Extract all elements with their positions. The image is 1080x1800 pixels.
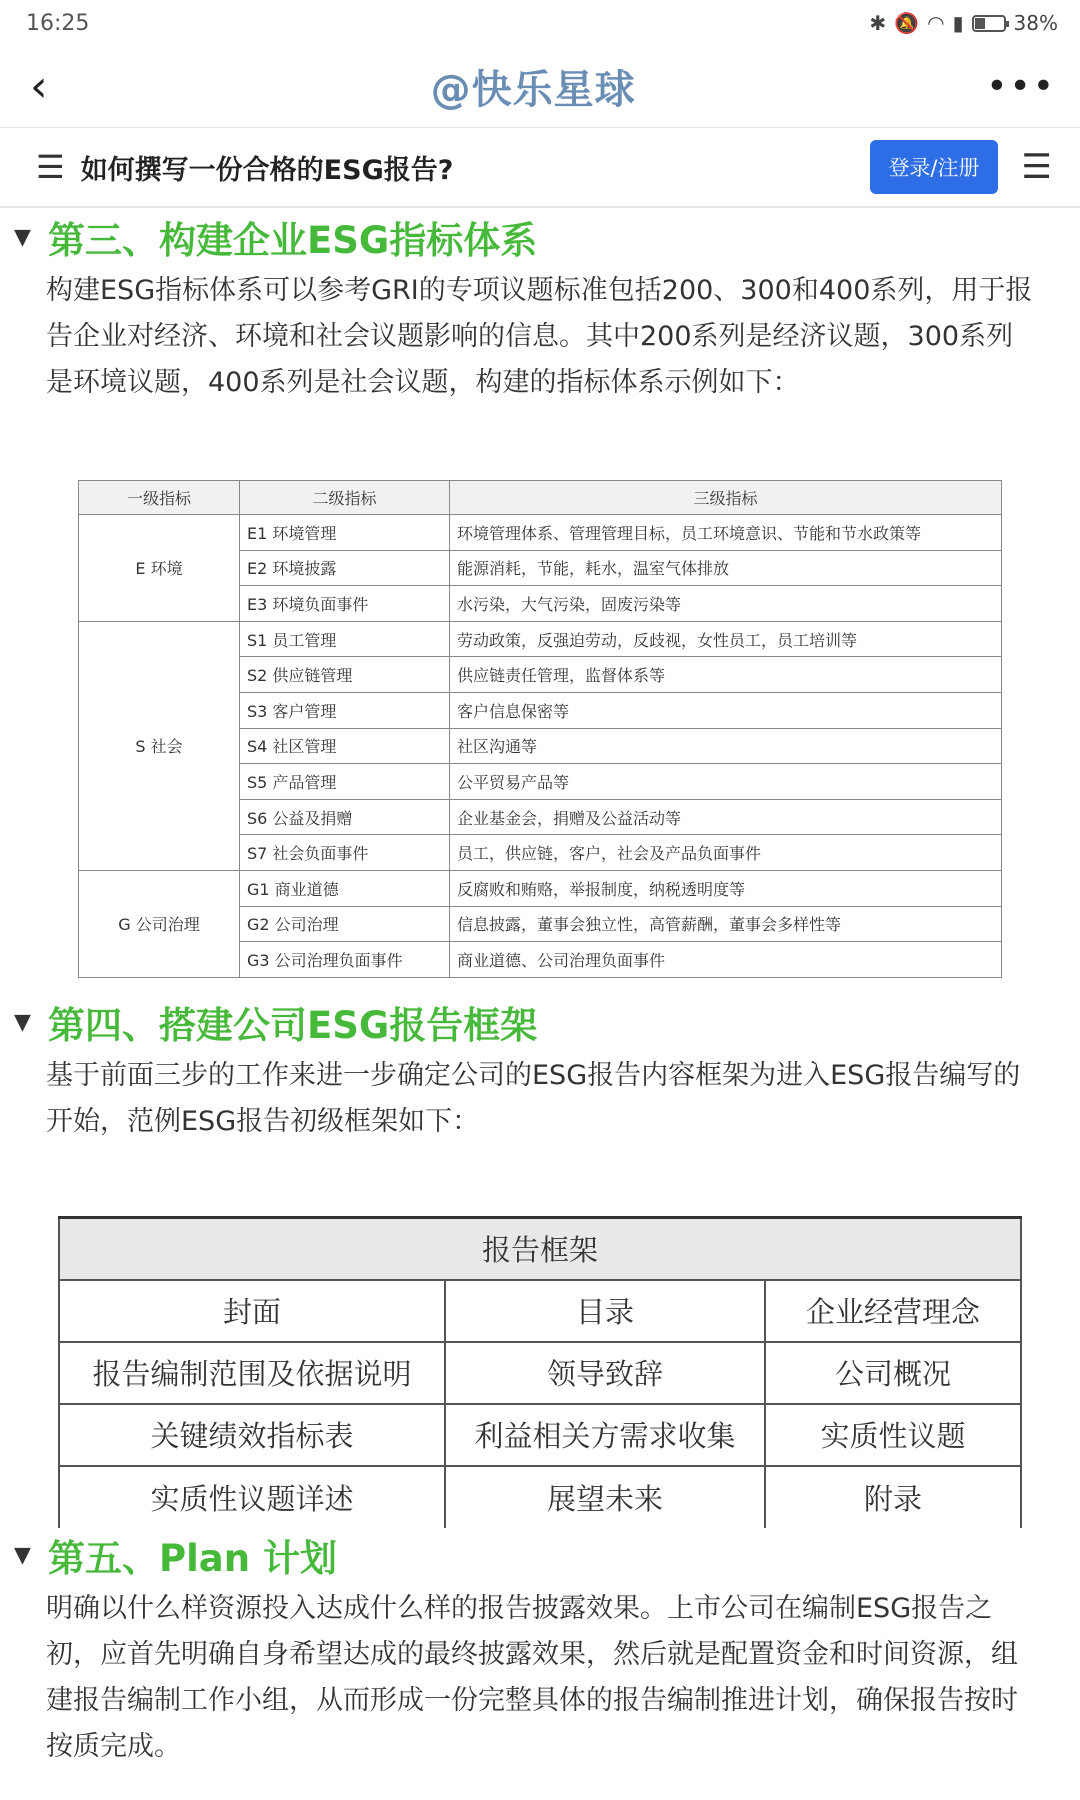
table-cell: E1 环境管理 — [240, 515, 450, 551]
menu-icon[interactable]: ☰ — [1021, 147, 1052, 187]
table-cell: 商业道德、公司治理负面事件 — [450, 942, 1002, 978]
status-bar — [0, 0, 1080, 46]
collapse-caret-icon[interactable]: ▼ — [14, 224, 31, 250]
table-header-cell: 一级指标 — [79, 481, 240, 515]
table-row — [59, 1404, 1021, 1466]
back-icon[interactable]: ‹ — [30, 60, 48, 112]
table-cell: S5 产品管理 — [240, 764, 450, 800]
sim-icon: ▮ — [952, 11, 964, 35]
table-cell: S1 员工管理 — [240, 621, 450, 657]
table-cell: 反腐败和贿赂，举报制度，纳税透明度等 — [450, 870, 1002, 906]
framework-table — [58, 1216, 1022, 1528]
table-cell: 水污染，大气污染，固废污染等 — [450, 586, 1002, 622]
table-cell: S4 社区管理 — [240, 728, 450, 764]
table-cell: 能源消耗，节能，耗水，温室气体排放 — [450, 550, 1002, 586]
table-row — [59, 1466, 1021, 1528]
section-paragraph: 构建ESG指标体系可以参考GRI的专项议题标准包括200、300和400系列，用于报告企业对经济、环境和社会议题影响的信息。其中200系列是经济议题，300系列是环境议题，400系列是社会议题，构建的指标体系示例如下： — [46, 275, 1033, 398]
mute-icon: 🔕 — [894, 11, 920, 35]
table-cell: 供应链责任管理，监督体系等 — [450, 657, 1002, 693]
table-cell: 社区沟通等 — [450, 728, 1002, 764]
table-of-contents-icon[interactable]: ☰ — [36, 148, 65, 186]
table-cell: 公平贸易产品等 — [450, 764, 1002, 800]
table-cell: S2 供应链管理 — [240, 657, 450, 693]
table-row — [79, 870, 1002, 906]
category-cell: S 社会 — [79, 621, 240, 870]
table-cell: 客户信息保密等 — [450, 692, 1002, 728]
more-options-icon[interactable]: ••• — [986, 66, 1056, 107]
table-header-cell: 三级指标 — [450, 481, 1002, 515]
section-paragraph: 基于前面三步的工作来进一步确定公司的ESG报告内容框架为进入ESG报告编写的开始，范例ESG报告初级框架如下： — [46, 1060, 1021, 1137]
table-cell: 企业经营理念 — [765, 1280, 1021, 1342]
table-header-cell: 二级指标 — [240, 481, 450, 515]
table-header-row — [59, 1218, 1021, 1280]
bluetooth-icon: ✱ — [869, 11, 887, 35]
table-cell: 环境管理体系、管理管理目标，员工环境意识、节能和节水政策等 — [450, 515, 1002, 551]
section-title: 第四、搭建公司ESG报告框架 — [48, 1004, 538, 1047]
table-cell: 附录 — [765, 1466, 1021, 1528]
app-header — [0, 46, 1080, 128]
table-cell: S6 公益及捐赠 — [240, 799, 450, 835]
table-row — [59, 1342, 1021, 1404]
section-title: 第三、构建企业ESG指标体系 — [48, 219, 538, 262]
login-register-button[interactable]: 登录/注册 — [870, 140, 997, 194]
table-cell: 利益相关方需求收集 — [445, 1404, 765, 1466]
battery-fill — [975, 18, 986, 29]
table-cell: 实质性议题详述 — [59, 1466, 445, 1528]
table-cell: S3 客户管理 — [240, 692, 450, 728]
table-cell: 目录 — [445, 1280, 765, 1342]
table-cell: S7 社会负面事件 — [240, 835, 450, 871]
app-title: @快乐星球 — [430, 67, 636, 113]
table-cell: E3 环境负面事件 — [240, 586, 450, 622]
table-cell: 报告编制范围及依据说明 — [59, 1342, 445, 1404]
table-row — [79, 515, 1002, 551]
table-cell: 实质性议题 — [765, 1404, 1021, 1466]
battery-percent: 38% — [1013, 11, 1058, 35]
table-cell: G1 商业道德 — [240, 870, 450, 906]
category-cell: E 环境 — [79, 515, 240, 622]
status-time: 16:25 — [26, 10, 90, 36]
section-title: 第五、Plan 计划 — [48, 1537, 337, 1580]
collapse-caret-icon[interactable]: ▼ — [14, 1009, 31, 1035]
article-title: 如何撰写一份合格的ESG报告? — [80, 154, 454, 186]
table-cell: E2 环境披露 — [240, 550, 450, 586]
table-header-row — [79, 481, 1002, 515]
wifi-icon: ◠ — [927, 11, 945, 35]
table-cell: 封面 — [59, 1280, 445, 1342]
table-cell: G3 公司治理负面事件 — [240, 942, 450, 978]
section-heading[interactable] — [14, 1528, 337, 1582]
table-cell: 信息披露，董事会独立性，高管薪酬，董事会多样性等 — [450, 906, 1002, 942]
battery-icon — [972, 15, 1006, 32]
table-cell: 领导致辞 — [445, 1342, 765, 1404]
table-cell: 公司概况 — [765, 1342, 1021, 1404]
indicator-table — [78, 480, 1002, 978]
section-heading[interactable] — [14, 995, 537, 1049]
table-row — [79, 621, 1002, 657]
table-cell: 员工，供应链，客户，社会及产品负面事件 — [450, 835, 1002, 871]
table-cell: G2 公司治理 — [240, 906, 450, 942]
category-cell: G 公司治理 — [79, 870, 240, 977]
table-cell: 企业基金会，捐赠及公益活动等 — [450, 799, 1002, 835]
table-cell: 关键绩效指标表 — [59, 1404, 445, 1466]
article-bar — [0, 128, 1080, 208]
section-paragraph: 明确以什么样资源投入达成什么样的报告披露效果。上市公司在编制ESG报告之初，应首先明确自身希望达成的最终披露效果，然后就是配置资金和时间资源，组建报告编制工作小组，从而形成一份完整具体的报告编制推进计划，确保报告按时按质完成。 — [46, 1593, 1018, 1762]
table-row — [59, 1280, 1021, 1342]
table-cell: 展望未来 — [445, 1466, 765, 1528]
framework-title: 报告框架 — [59, 1218, 1021, 1280]
status-icons — [869, 11, 1058, 35]
table-cell: 劳动政策，反强迫劳动，反歧视，女性员工，员工培训等 — [450, 621, 1002, 657]
collapse-caret-icon[interactable]: ▼ — [14, 1542, 31, 1568]
section-heading[interactable] — [14, 210, 537, 264]
